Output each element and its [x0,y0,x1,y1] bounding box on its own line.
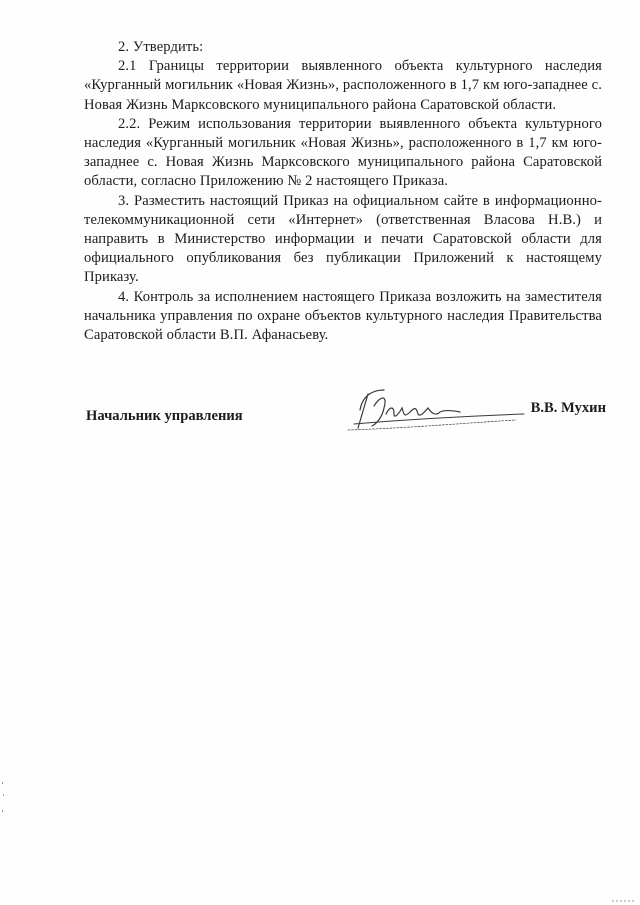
handwritten-signature [340,384,530,436]
paragraph-4-control: 4. Контроль за исполнением настоящего Приказа возложить на заместителя начальника управления по охране объектов культурного наследия Правительства Саратовской области В.П. Афанасьеву. [84,288,602,344]
scan-edge-marks [0,780,6,820]
signature-block [86,396,606,436]
signatory-position: Начальник управления [86,408,243,424]
document-body [84,38,602,345]
paragraph-2-2-regime: 2.2. Режим использования территории выявленного объекта культурного наследия «Курганный могильник «Новая Жизнь», расположенного в 1,7 км юго-западнее с. Новая Жизнь Марксовского муниципального района Саратовской области, согласно Приложению № 2 настоящего Приказа. [84,115,602,190]
paragraph-3-publish: 3. Разместить настоящий Приказ на официальном сайте в информационно-телекоммуникационной сети «Интернет» (ответственная Власова Н.В.) и направить в Министерство информации и печати Саратовской области для официального опубликования без публикации Приложений к настоящему Приказу. [84,192,602,286]
signatory-name: В.В. Мухин [530,400,606,416]
paragraph-approve: 2. Утвердить: [118,39,204,55]
scan-corner-mark [612,899,636,903]
paragraph-2-1-boundaries: 2.1 Границы территории выявленного объекта культурного наследия «Курганный могильник «Новая Жизнь», расположенного в 1,7 км юго-западнее с. Новая Жизнь Марксовского муниципального района Саратовской области. [84,58,602,113]
